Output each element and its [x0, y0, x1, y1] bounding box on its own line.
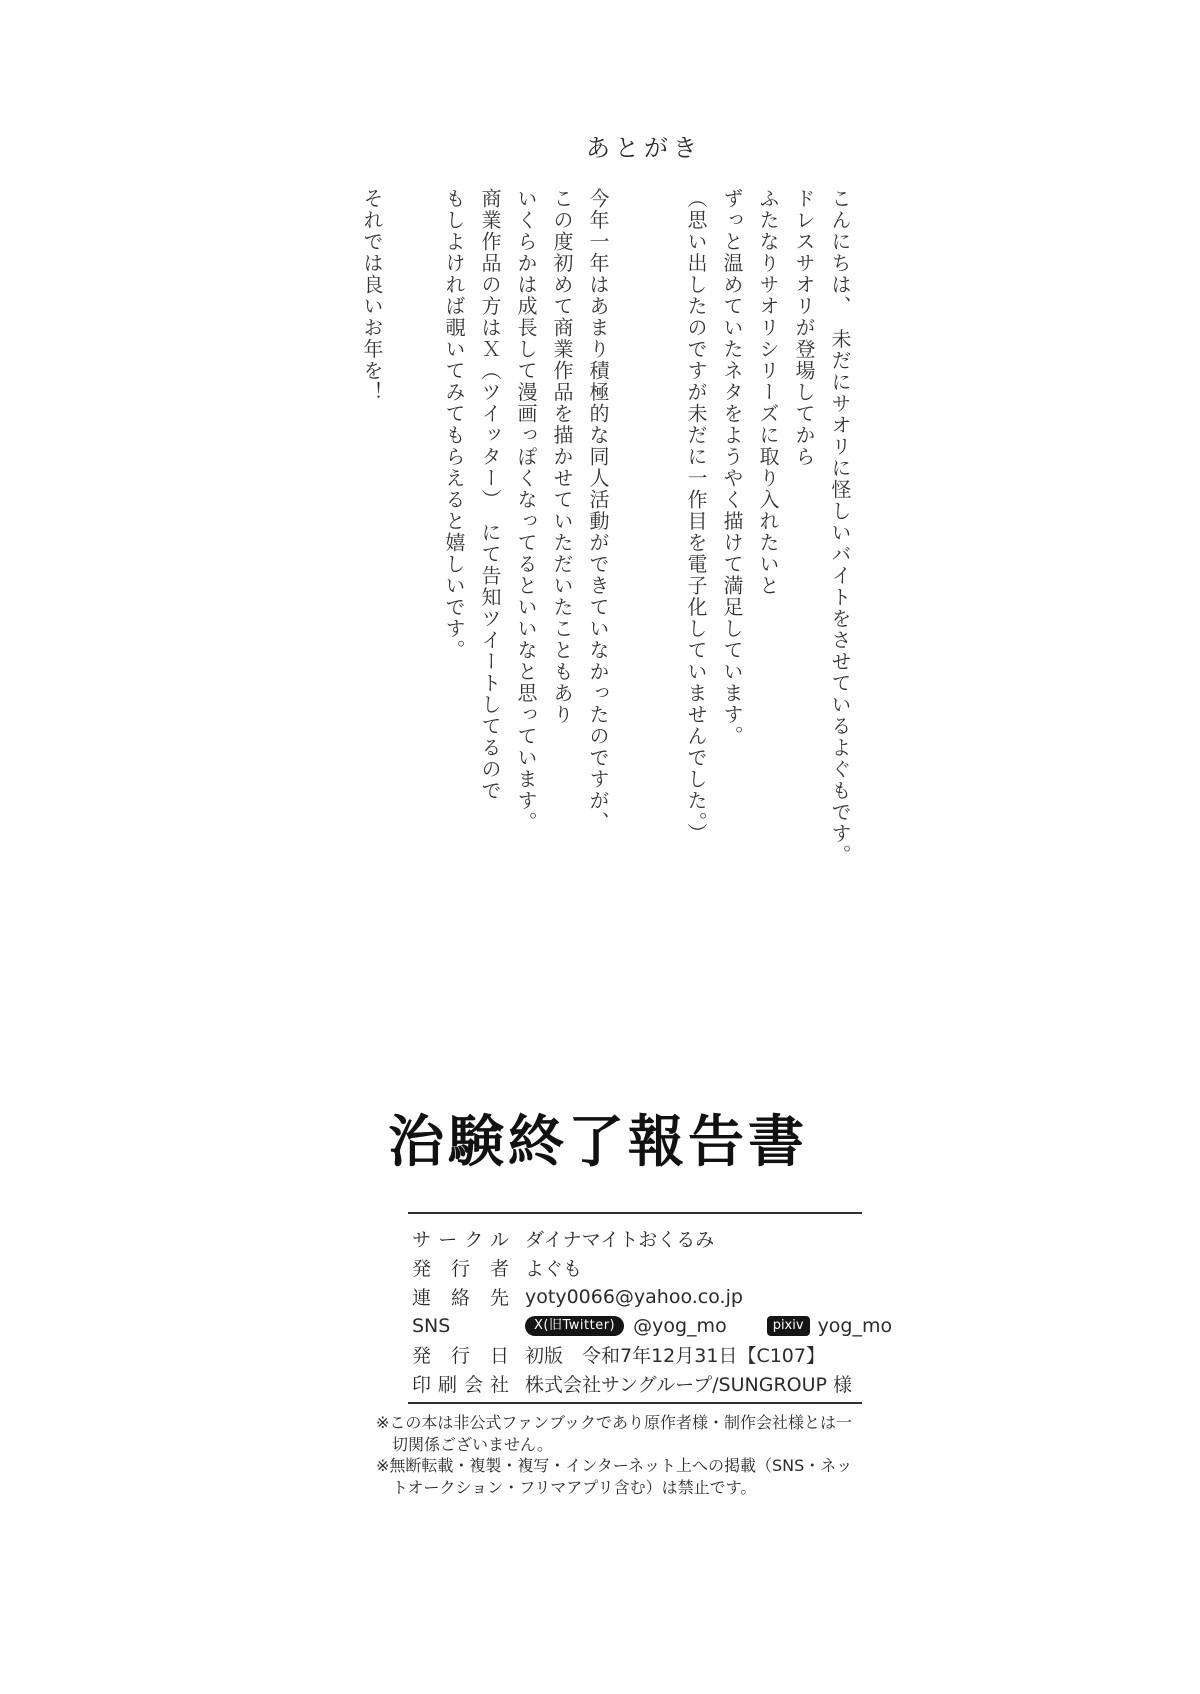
sns-links [525, 1315, 892, 1337]
pixiv-badge: pixiv [767, 1316, 810, 1336]
colophon-row-circle [412, 1224, 862, 1253]
afterword-column: もしよければ覗いてみてもらえると嬉しいです。 [442, 188, 466, 661]
afterword-column: ドレスサオリが登場してから [792, 188, 816, 468]
afterword-column: 今年一年はあまり積極的な同人活動ができていなかったのですが、 [586, 188, 610, 833]
colophon-label: 連絡先 [412, 1287, 509, 1309]
afterword-title: あとがき [586, 134, 702, 162]
afterword-column: （思い出したのですが未だに一作目を電子化していませんでした。） [684, 188, 708, 845]
book-title: 治験終了報告書 [388, 1109, 808, 1175]
divider-bottom [408, 1402, 862, 1404]
afterword-column: ずっと温めていたネタをようやく描けて満足しています。 [720, 188, 744, 747]
colophon-row-issue-date [412, 1340, 862, 1369]
afterword-column: この度初めて商業作品を描かせていただいたこともあり [550, 188, 574, 726]
colophon-label: 発行日 [412, 1345, 509, 1367]
colophon-table [412, 1224, 893, 1398]
x-twitter-badge: X(旧Twitter) [525, 1316, 624, 1336]
afterword-column-greeting: こんにちは、 未だにサオリに怪しいバイトをさせているよぐもです。 [828, 188, 852, 866]
legal-notes [376, 1412, 863, 1498]
pixiv-handle: yog_mo [817, 1314, 893, 1337]
note-no-reproduction: ※無断転載・複製・複写・インターネット上への掲載（SNS・ネットオークション・フリマアプリ含む）は禁止です。 [376, 1456, 853, 1497]
afterword-text [354, 188, 858, 883]
afterword-column: 商業作品の方はＸ（ツイッター） にて告知ツイートしてるので [478, 188, 502, 802]
colophon-label: SNS [412, 1314, 451, 1337]
x-handle: @yog_mo [633, 1314, 727, 1337]
divider-top [408, 1212, 862, 1214]
colophon-value: ダイナマイトおくるみ [525, 1229, 715, 1251]
colophon-value: よぐも [525, 1258, 583, 1280]
colophon-label: 印刷会社 [412, 1374, 509, 1396]
colophon-value: 株式会社サングループ/SUNGROUP 様 [525, 1374, 853, 1396]
colophon-row-contact [412, 1282, 862, 1311]
colophon-value email-address: yoty0066@yahoo.co.jp [525, 1285, 743, 1308]
colophon-row-publisher [412, 1253, 862, 1282]
colophon-label: 発行者 [412, 1258, 509, 1280]
afterword-column: いくらかは成長して漫画っぽくなってるといいなと思っています。 [514, 188, 538, 833]
colophon-value: 初版 令和7年12月31日【C107】 [525, 1345, 825, 1367]
colophon-row-printer [412, 1369, 862, 1398]
note-unofficial-fanbook: ※この本は非公式ファンブックであり原作者様・制作会社様とは一切関係ございません。 [376, 1413, 852, 1454]
afterword-column-closing: それでは良いお年を！ [360, 188, 384, 403]
afterword-column: ふたなりサオリシリーズに取り入れたいと [756, 188, 780, 597]
colophon-label: サークル [412, 1229, 509, 1251]
colophon-row-sns [412, 1311, 893, 1340]
